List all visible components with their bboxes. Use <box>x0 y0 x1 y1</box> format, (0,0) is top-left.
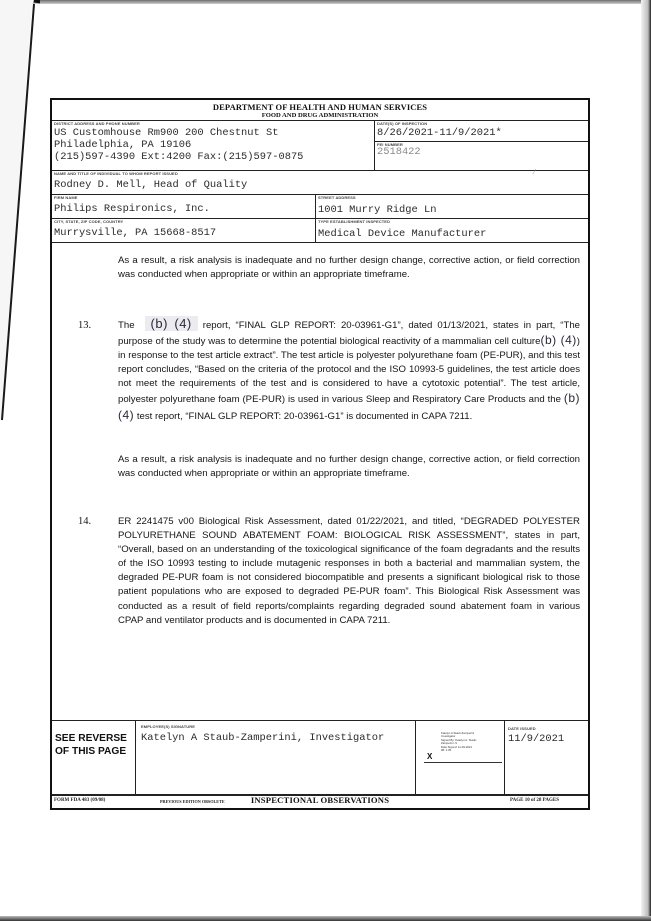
item-text: report, “FINAL GLP REPORT: 20-03961-G1”, dated 01/13/2021, states in part, “The purpose of the study was to determine the potential biological reactivity of a mammalian cell culture <box>118 320 581 348</box>
divider <box>374 120 375 170</box>
recipient-label: NAME AND TITLE OF INDIVIDUAL TO WHOM REPORT ISSUED <box>54 171 178 176</box>
recipient-value: Rodney D. Mell, Head of Quality <box>54 179 248 191</box>
district-phone: (215)597-4390 Ext:4200 Fax:(215)597-0875 <box>54 151 304 163</box>
establishment-type-value: Medical Device Manufacturer <box>318 228 487 240</box>
item-text: ) in response to the test article extract”. The test article is polyester polyurethane foam (PE-PUR), and this test report concludes, “Based on the criteria of the protocol and the ISO 10993-5 guidelines, the test article does not meet the requirements of the test and is considered to have a cytotoxic potential”. The test article, polyester polyurethane foam (PE-PUR) is used in various Sleep and Respiratory Care Products and the <box>118 336 580 406</box>
redaction-b4: (b) (4) <box>145 316 198 331</box>
establishment-type-label: TYPE ESTABLISHMENT INSPECTED <box>318 219 391 224</box>
stamp-line: Investigator <box>441 734 456 739</box>
signature-line <box>424 762 502 763</box>
item-text: The <box>118 320 135 331</box>
scan-mark: ⁄ <box>534 169 536 176</box>
form-id: FORM FDA 483 (09/08) <box>54 798 106 803</box>
edition-note: PREVIOUS EDITION OBSOLETE <box>160 799 225 804</box>
item-text: ER 2241475 v00 Biological Risk Assessment, dated 01/22/2021, and titled, “DEGRADED POLYESTER POLYURETHANE SOUND ABATEMENT FOAM: BIOLOGICAL RISK ASSESSMENT”, states in part, “Overall, based on an understanding of the toxicological significance of the foam degradants and the results of the ISO 10993 testing to include mutagenic responses in both a bacterial and mammalian system, the degraded PE-PUR foam is not considered biocompatible and presents a significant biological risk to those patient populations who are exposed to degraded PE-PUR foam”. This Biological Risk Assessment was conducted as a result of field reports/complaints regarding degraded sound abatement foam in various CPAP and ventilator products and is documented in CAPA 7211. <box>118 516 580 626</box>
employee-signature-value: Katelyn A Staub-Zamperini, Investigator <box>141 732 385 744</box>
inspection-dates-value: 8/26/2021-11/9/2021* <box>377 127 502 139</box>
digital-signature-stamp <box>441 732 477 752</box>
page-number: PAGE 10 of 28 PAGES <box>510 798 559 803</box>
stamp-line: Signed By: Katelyn A. Staub- <box>441 737 477 742</box>
firm-name-label: FIRM NAME <box>54 195 78 200</box>
observation-14 <box>78 515 580 628</box>
footer-title: INSPECTIONAL OBSERVATIONS <box>250 795 390 805</box>
date-issued-value: 11/9/2021 <box>508 733 565 745</box>
street-address-label: STREET ADDRESS <box>318 195 356 200</box>
page-edge-right <box>641 0 651 921</box>
item-text: test report, “FINAL GLP REPORT: 20-03961-G1” is documented in CAPA 7211. <box>134 410 473 422</box>
fei-number-value: 2518422 <box>377 146 421 158</box>
district-label: DISTRICT ADDRESS AND PHONE NUMBER <box>54 121 140 126</box>
district-address-line2: Philadelphia, PA 19106 <box>54 139 192 151</box>
observation-13 <box>78 316 581 424</box>
form-footer <box>52 794 588 810</box>
divider <box>374 141 588 142</box>
stamp-line: Date Signed: 11-09-2021 <box>441 744 473 749</box>
divider <box>504 720 505 794</box>
redaction-b4: (b) (4) <box>118 391 580 422</box>
page-edge-left <box>0 0 40 921</box>
employee-signature-label: EMPLOYEE(S) SIGNATURE <box>141 724 196 729</box>
form-header <box>52 100 588 122</box>
stamp-line: 08: 1:35 <box>441 748 452 753</box>
divider <box>415 720 416 794</box>
street-address-value: 1001 Murry Ridge Ln <box>318 204 437 216</box>
fei-number-label: FEI NUMBER <box>377 142 403 147</box>
divider <box>52 720 588 721</box>
stamp-line: Zamperini -S <box>441 741 458 746</box>
page-edge-bottom <box>0 916 651 921</box>
divider <box>135 720 136 794</box>
city-state-label: CITY, STATE, ZIP CODE, COUNTRY <box>54 219 124 224</box>
see-reverse-line2: OF THIS PAGE <box>55 745 127 757</box>
district-address-line1: US Customhouse Rm900 200 Chestnut St <box>54 127 279 139</box>
signature-x-mark: X <box>427 752 433 761</box>
divider <box>52 242 588 243</box>
see-reverse-note <box>55 733 127 758</box>
result-paragraph-2: As a result, a risk analysis is inadequate and no further design change, corrective action, or field correction was conducted when appropriate or within an appropriate timeframe. <box>118 454 580 480</box>
department-title: DEPARTMENT OF HEALTH AND HUMAN SERVICES <box>212 102 428 112</box>
item-number: 14. <box>78 516 92 527</box>
inspection-dates-label: DATE(S) OF INSPECTION <box>377 121 428 126</box>
see-reverse-line1: SEE REVERSE <box>55 733 127 744</box>
page-edge-top <box>30 0 651 4</box>
date-issued-label: DATE ISSUED <box>508 726 536 731</box>
redaction-b4: (b) (4) <box>540 333 577 348</box>
agency-title: FOOD AND DRUG ADMINISTRATION <box>261 112 379 119</box>
item-number: 13. <box>78 320 92 331</box>
stamp-line: Katelyn A Staub-Zamperini <box>441 731 475 735</box>
firm-name-value: Philips Respironics, Inc. <box>54 203 210 215</box>
result-paragraph-1: As a result, a risk analysis is inadequate and no further design change, corrective action, or field correction was conducted when appropriate or within an appropriate timeframe. <box>118 255 580 281</box>
city-state-value: Murrysville, PA 15668-8517 <box>54 227 217 239</box>
